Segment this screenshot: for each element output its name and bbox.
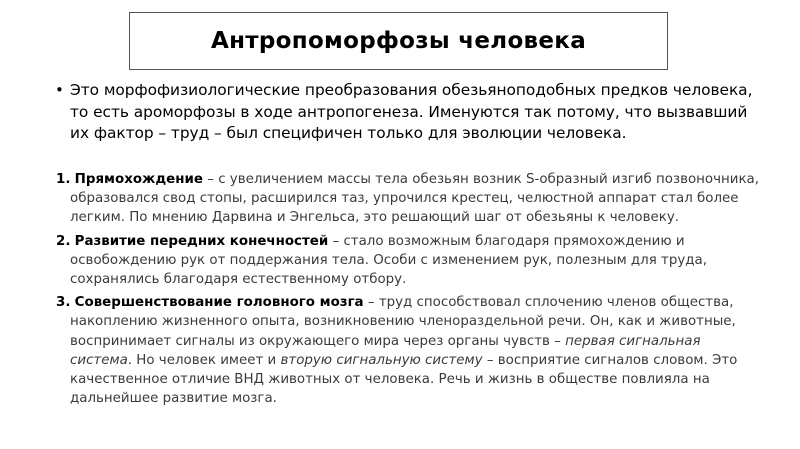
intro-text: Это морфофизиологические преобразования обезьяноподобных предков человека, то есть ароморфозы в ходе антропогенеза. Именуются так потому, что вызвавший их фактор – труд – был специфичен только для эволюции человека.: [70, 81, 753, 142]
item-3-italic-b: вторую сигнальную систему: [280, 352, 483, 368]
item-3-text-a: – труд способствовал сплочению членов общества, накоплению жизненного опыта, возникновению членораздельной речи. Он, как и животные, воспринимает сигналы из окружающего мира через органы чувств –: [70, 295, 736, 349]
item-1-heading: Прямохождение: [74, 172, 203, 187]
page-title: Антропоморфозы человека: [210, 28, 587, 54]
item-2-number: 2.: [56, 233, 71, 249]
bullet-icon: •: [55, 81, 64, 99]
list-item-3: [56, 293, 766, 408]
item-3-italic-a: первая сигнальная система: [70, 333, 701, 368]
item-1-number: 1.: [56, 172, 71, 187]
item-2-heading: Развитие передних конечностей: [74, 233, 329, 249]
item-2-text: – стало возможным благодаря прямохождению и освобождению рук от поддержания тела. Особи с изменением рук, полезным для труда, сохранялись благодаря естественному отбору.: [70, 233, 708, 288]
list-item-1: [56, 170, 766, 228]
title-box: [129, 12, 668, 70]
intro-paragraph: [55, 80, 755, 145]
item-3-text-c: – восприятие сигналов словом. Это качественное отличие ВНД животных от человека. Речь и жизнь в обществе повлияла на дальнейшее развитие мозга.: [70, 352, 738, 407]
item-3-text-b: . Но человек имеет и: [127, 352, 281, 368]
list-item-2: [56, 232, 766, 290]
item-3-number: 3.: [56, 295, 71, 311]
item-1-text: – с увеличением массы тела обезьян возник S-образный изгиб позвоночника, образовался свод стопы, расширился таз, упрочился крестец, челюстной аппарат стал более легким. По мнению Дарвина и Энгельса, это решающий шаг от обезьяны к человеку.: [70, 172, 760, 226]
item-3-heading: Совершенствование головного мозга: [74, 295, 364, 311]
items-list: [56, 170, 766, 412]
